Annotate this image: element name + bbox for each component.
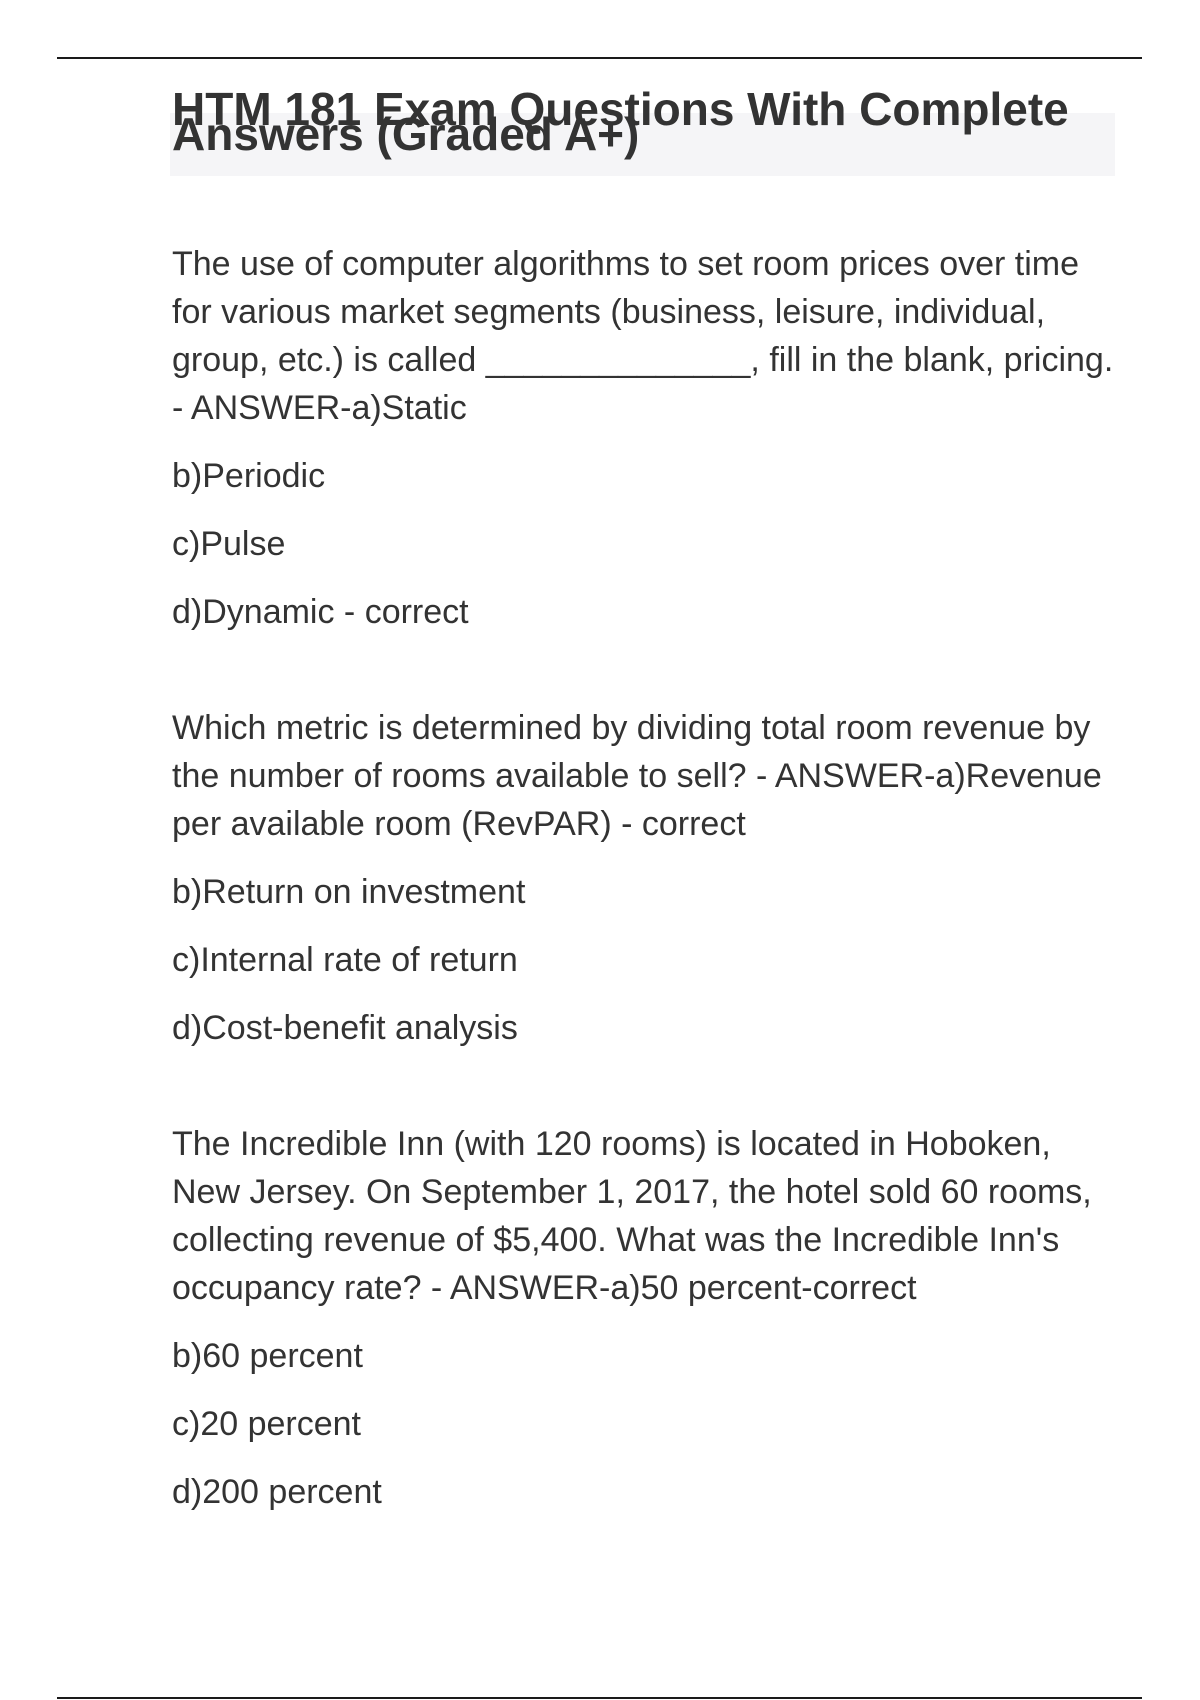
question-block [172,1120,1122,1516]
answer-option: d)Dynamic - correct [172,593,469,631]
question-text: Which metric is determined by dividing total room revenue by the number of rooms available to sell? - ANSWER-a)Revenue per available room (RevPAR) - correct [172,709,1102,843]
answer-option: c)Internal rate of return [172,941,518,979]
answer-option: c)Pulse [172,525,286,563]
document-body [172,240,1122,1536]
answer-option: c)20 percent [172,1405,361,1443]
answer-option: b)60 percent [172,1337,363,1375]
document-title: HTM 181 Exam Questions With Complete Answers (Graded A+) [172,83,1069,160]
answer-option: b)Return on investment [172,873,526,911]
question-text: The Incredible Inn (with 120 rooms) is located in Hoboken, New Jersey. On September 1, 2017, the hotel sold 60 rooms, collecting revenue of $5,400. What was the Incredible Inn's occupancy rate? - ANSWER-a)50 percent-correct [172,1125,1092,1307]
top-divider [57,57,1142,59]
answer-option: b)Periodic [172,457,326,495]
answer-option: d)Cost-benefit analysis [172,1009,518,1047]
question-block [172,240,1122,636]
bottom-divider [57,1697,1142,1699]
question-text: The use of computer algorithms to set room prices over time for various market segments (business, leisure, individual, group, etc.) is called ______________, fill in the blank, pricing. - ANSWER-a)Static [172,245,1114,427]
question-block [172,704,1122,1052]
answer-option: d)200 percent [172,1473,382,1511]
